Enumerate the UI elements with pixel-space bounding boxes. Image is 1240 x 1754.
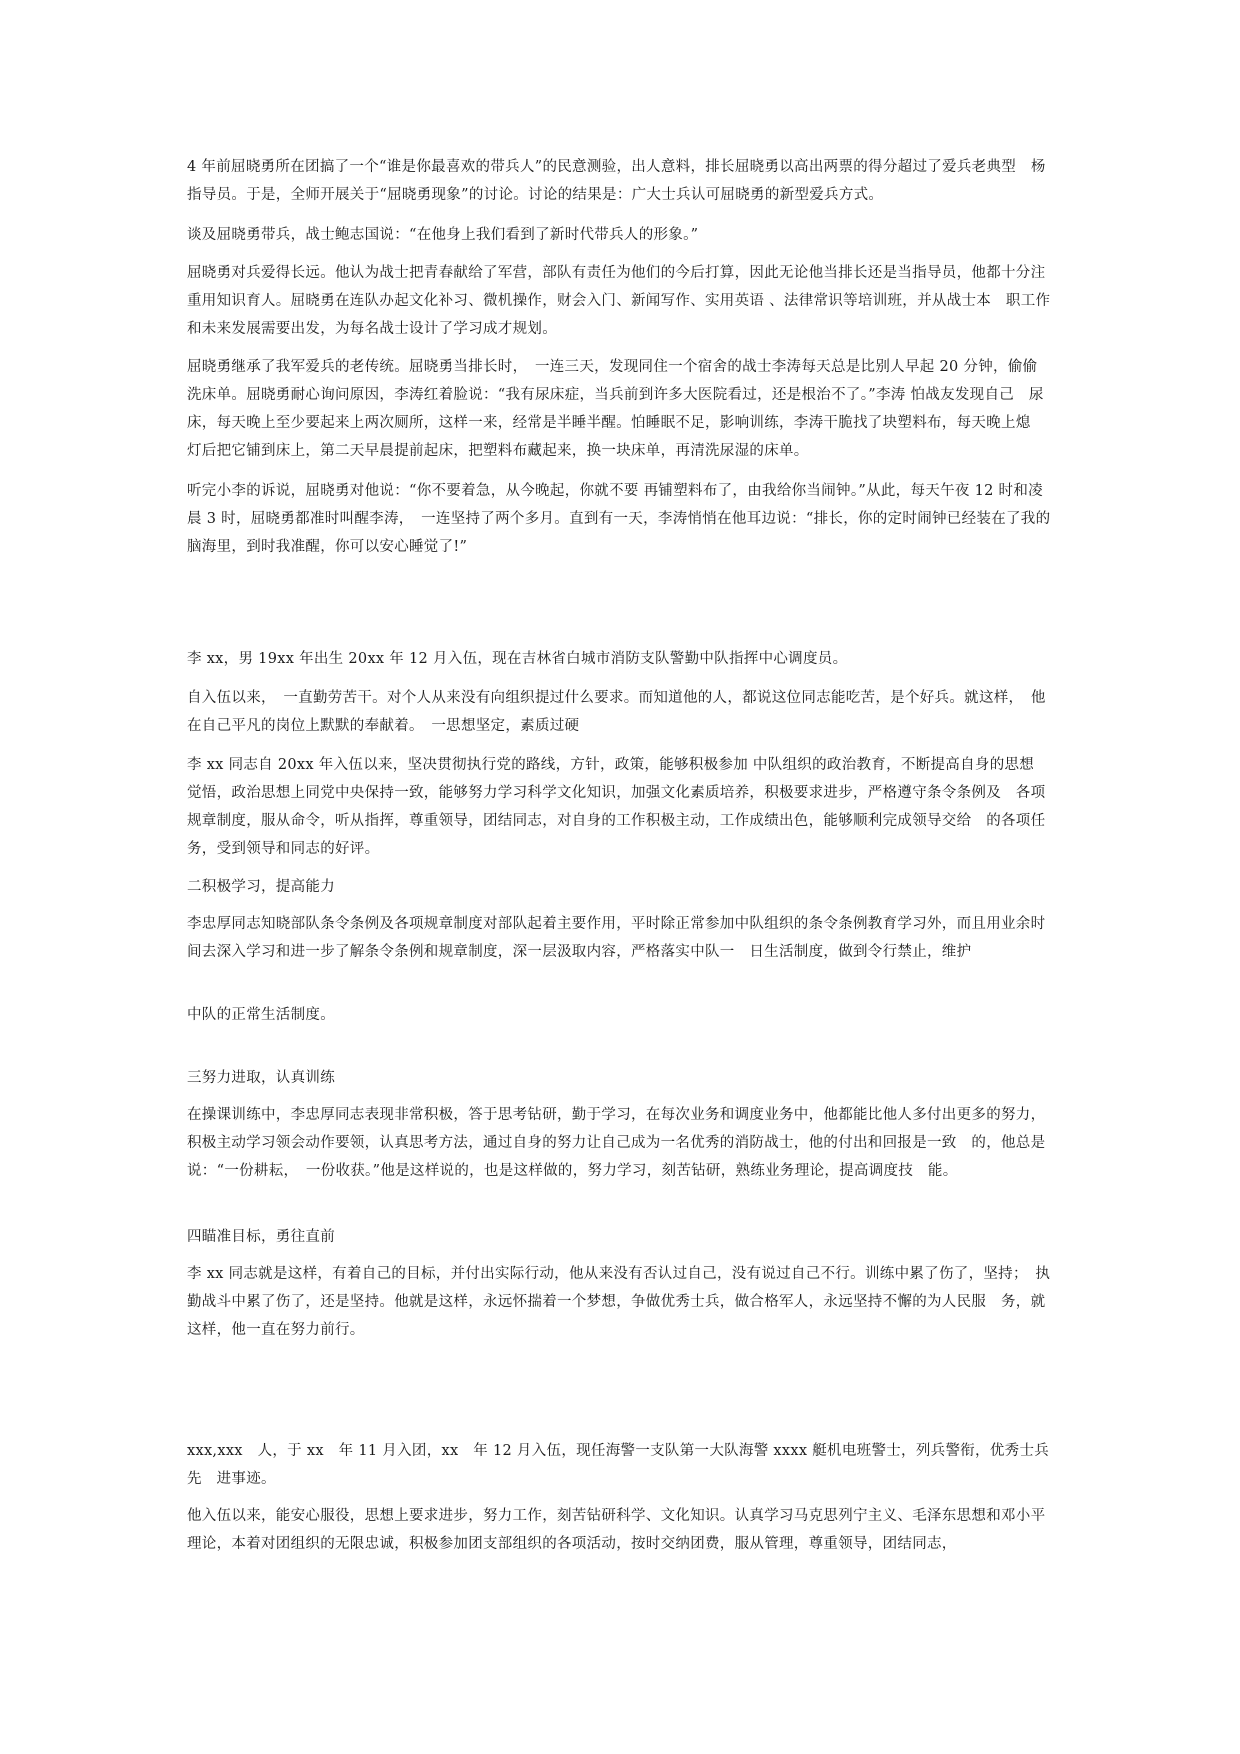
- paragraph-soldier-quote: 谈及屈晓勇带兵，战士鲍志国说：“在他身上我们看到了新时代带兵人的形象。”: [187, 227, 699, 243]
- section-heading-study: 二积极学习，提高能力: [187, 879, 335, 895]
- paragraph-poll-story: 4 年前屈晓勇所在团搞了一个“谁是你最喜欢的带兵人”的民意测验，出人意料，排长屈晓勇以高出两票的得分超过了爱兵老典型 杨指导员。于是，全师开展关于“屈晓勇现象”的讨论。讨论的结果是：广大士兵认可屈晓勇的新型爱兵方式。: [187, 159, 1046, 203]
- paragraph-political-thought: 李 xx 同志自 20xx 年入伍以来，坚决贯彻执行党的路线，方针，政策，能够积极参加 中队组织的政治教育，不断提高自身的思想 觉悟，政治思想上同党中央保持一致，能够努力学习科学文化知识，加强文化素质培养，积极要求进步，严格遵守条令条例及 各项规章制度，服从命令，听从指挥，尊重领导，团结同志，对自身的工作积极主动，工作成绩出色，能够顺利完成领导交给 的各项任务，受到领导和同志的好评。: [187, 757, 1049, 857]
- paragraph-coast-guard-intro: xxx,xxx 人，于 xx 年 11 月入团，xx 年 12 月入伍，现任海警一支队第一大队海警 xxxx 艇机电班警士，列兵警衔，优秀士兵先 进事迹。: [187, 1443, 1050, 1487]
- paragraph-daily-routine: 中队的正常生活制度。: [187, 1007, 335, 1023]
- paragraph-goal: 李 xx 同志就是这样，有着自己的目标，并付出实际行动，他从来没有否认过自己，没有说过自己不行。训练中累了伤了，坚持； 执勤战斗中累了伤了，还是坚持。他就是这样，永远怀揣着一个梦想，争做优秀士兵，做合格军人，永远坚持不懈的为人民服 务，就这样，他一直在努力前行。: [187, 1266, 1051, 1338]
- section-heading-goal: 四瞄准目标，勇往直前: [187, 1229, 335, 1245]
- paragraph-bedwetting-story: 屈晓勇继承了我军爱兵的老传统。屈晓勇当排长时， 一连三天，发现同住一个宿舍的战士李涛每天总是比别人早起 20 分钟，偷偷 洗床单。屈晓勇耐心询问原因，李涛红着脸说：“我有尿床症，当兵前到许多大医院看过，还是根治不了。”李涛 怕战友发现自己 尿床，每天晚上至少要起来上两次厕所，这样一来，经常是半睡半醒。怕睡眠不足，影响训练，李涛干脆找了块塑料布，每天晚上熄 灯后把它铺到床上，第二天早晨提前起床，把塑料布藏起来，换一块床单，再清洗尿湿的床单。: [187, 359, 1053, 459]
- paragraph-hard-working: 自入伍以来， 一直勤劳苦干。对个人从来没有向组织提过什么要求。而知道他的人，都说这位同志能吃苦，是个好兵。就这样， 他在自己平凡的岗位上默默的奉献着。 一思想坚定，素质过硬: [187, 690, 1046, 734]
- paragraph-li-intro: 李 xx，男 19xx 年出生 20xx 年 12 月入伍，现在吉林省白城市消防支队警勤中队指挥中心调度员。: [187, 651, 848, 667]
- paragraph-coast-guard-service: 他入伍以来，能安心服役，思想上要求进步，努力工作，刻苦钻研科学、文化知识。认真学习马克思列宁主义、毛泽东思想和邓小平理论，本着对团组织的无限忠诚，积极参加团支部组织的各项活动，按时交纳团费，服从管理，尊重领导，团结同志，: [187, 1508, 1046, 1552]
- paragraph-alarm-clock-story: 听完小李的诉说，屈晓勇对他说：“你不要着急，从今晚起，你就不要 再铺塑料布了，由我给你当闹钟。”从此，每天午夜 12 时和凌 晨 3 时，屈晓勇都准时叫醒李涛， 一连坚持了两个多月。直到有一天，李涛悄悄在他耳边说：“排长，你的定时闹钟已经装在了我的 脑海里，到时我准醒，你可以安心睡觉了!”: [187, 483, 1066, 555]
- section-heading-training: 三努力进取，认真训练: [187, 1070, 335, 1086]
- paragraph-training: 在操课训练中，李忠厚同志表现非常积极，答于思考钻研，勤于学习，在每次业务和调度业务中，他都能比他人多付出更多的努力，积极主动学习领会动作要领，认真思考方法，通过自身的努力让自己成为一名优秀的消防战士，他的付出和回报是一致 的，他总是说：“一份耕耘， 一份收获。”他是这样说的，也是这样做的，努力学习，刻苦钻研，熟练业务理论，提高调度技 能。: [187, 1107, 1046, 1179]
- paragraph-knowledge-education: 屈晓勇对兵爱得长远。他认为战士把青春献给了军营，部队有责任为他们的今后打算，因此无论他当排长还是当指导员，他都十分注重用知识育人。屈晓勇在连队办起文化补习、微机操作，财会入门、新闻写作、实用英语 、法律常识等培训班，并从战士本 职工作和未来发展需要出发，为每名战士设计了学习成才规划。: [187, 265, 1051, 337]
- paragraph-regulations-study: 李忠厚同志知晓部队条令条例及各项规章制度对部队起着主要作用，平时除正常参加中队组织的条令条例教育学习外，而且用业余时间去深入学习和进一步了解条令条例和规章制度，深一层汲取内容，严格落实中队一 日生活制度，做到令行禁止，维护: [187, 916, 1046, 960]
